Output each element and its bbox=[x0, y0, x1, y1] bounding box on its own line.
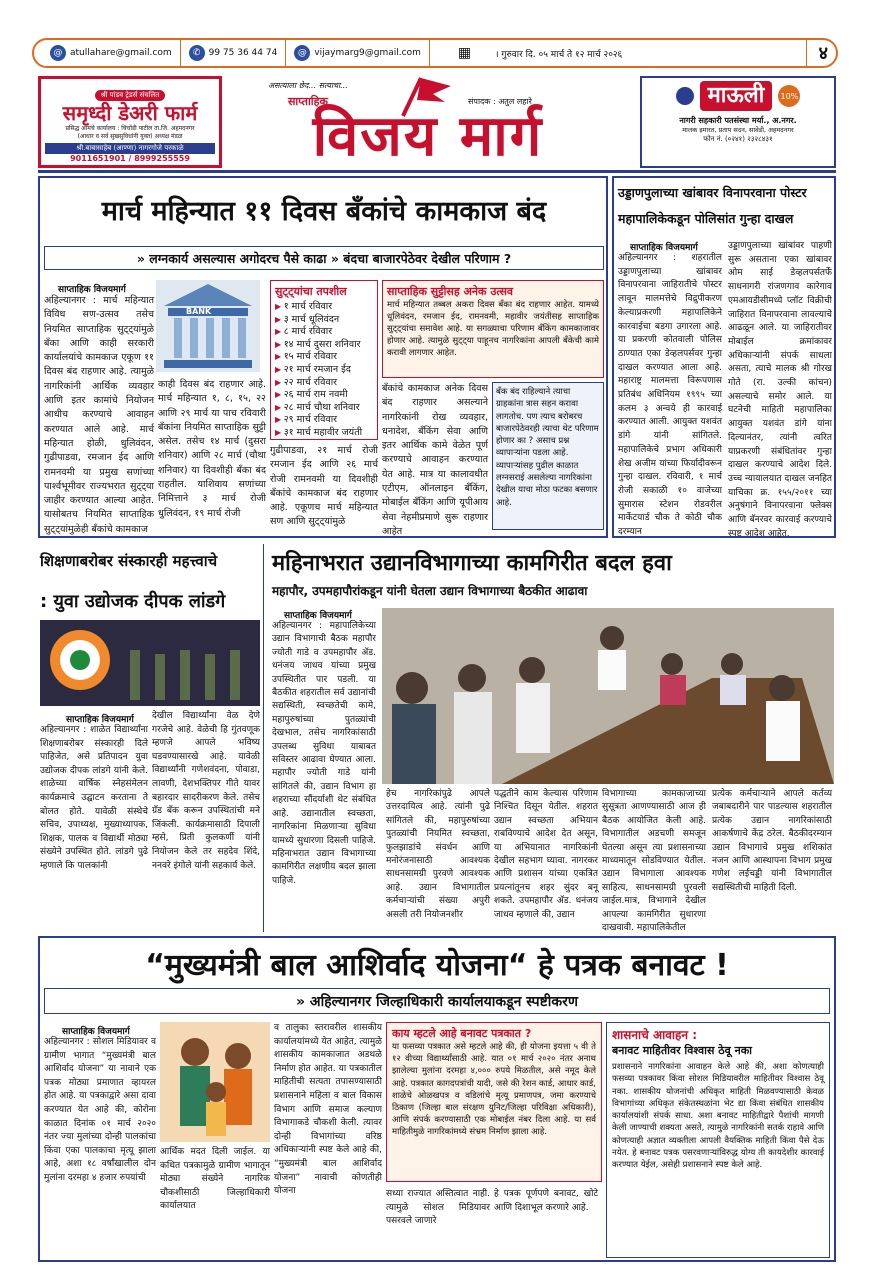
garden-subhead: महापौर, उपमहापौरांकडून यांनी घेतला उद्यान विभागाच्या बैठकीत आढावा bbox=[272, 584, 588, 598]
mauli-address: मालक इमारत, प्रताप सदन, सावेडी, अहमदनगर bbox=[682, 126, 794, 134]
email2-cell bbox=[286, 40, 430, 66]
scheme-col1: अहिल्यानगर : सोशल मिडियावर व ग्रामीण भागात “मुख्यमंत्री बाल आशिर्वाद योजना” या नावाने एक पत्रक मोठ्या प्रमाणात व्हायरल होत आहे. या पत्रकाद्वारे असा दावा करण्यात येत आहे की, कोरोना काळात दिनांक ०१ मार्च २०२० नंतर ज्या मुलांच्या दोन्ही पालकांचा किंवा एका पालकाचा मृत्यू झाला आहे, अशा १८ वर्षांखालील दोन मुलांना दरमहा ४ हजार रुपयांची bbox=[44, 1037, 156, 1183]
top-info-bar bbox=[32, 38, 838, 68]
date-cell bbox=[450, 40, 630, 66]
mauli-ad bbox=[640, 76, 836, 168]
scheme-subhead: » अहिल्यानगर जिल्हाधिकारी कार्यालयाकडून स्पष्टीकरण bbox=[44, 988, 830, 1014]
appeal-subtitle: बनावट माहितीवर विश्वास ठेवू नका bbox=[612, 1044, 753, 1057]
lead-col1: अहिल्यानगर : मार्च महिन्यात विविध सण-उत्सव तसेच नियमित साप्ताहिक सुट्ट्यांमुळे बँका आणि काही सरकारी कार्यालयांचे कामकाज एकूण ११ दिवस बंद राहणार आहे. त्यामुळे नागरिकांनी आर्थिक व्यवहार आणि इतर कामांचे नियोजन आधीच करण्याचे आवाहन करण्यात आले आहे. मार्च महिन्यात होळी, धुलिवंदन, गुढीपाडवा, रमजान ईद आणि रामनवमी या प्रमुख सणांच्या पार्श्वभूमीवर राज्यभरात सुट्ट्या जाहीर करण्यात आल्या आहेत. यासोबतच नियमित साप्ताहिक सुट्ट्यांमुळेही बँकांचे कामकाज bbox=[44, 295, 154, 535]
holiday-item: ▶ ८ मार्च रविवार bbox=[275, 326, 373, 339]
masthead-rule bbox=[38, 170, 836, 173]
youth-headline2: : युवा उद्योजक दीपक लांडगे bbox=[40, 591, 226, 612]
garden-col1-cont bbox=[272, 784, 380, 930]
page-number: ४ bbox=[806, 40, 828, 66]
web-icon: @ bbox=[50, 45, 66, 61]
mauli-logo-icon bbox=[676, 87, 694, 105]
scheme-byline: साप्ताहिक विजयमार्ग bbox=[62, 1027, 130, 1037]
family-icon bbox=[160, 1022, 270, 1142]
garden-byline: साप्ताहिक विजयमार्ग bbox=[284, 611, 352, 621]
phone-cell bbox=[181, 40, 287, 66]
youth-event-photo bbox=[40, 620, 260, 706]
bank-icon bbox=[156, 280, 260, 372]
editor-name: संपादक : अतुल लहारे bbox=[468, 97, 532, 106]
garden-col4: विभागाच्या कामकाजाच्या सुसूत्रता आणण्यासाठी आज ही बैठक आयोजित केली आहे. विभागातील अडचणी समजून घेतल्या असून त्या प्रशासनाच्या माध्यमातून सोडविण्यात येतील. उद्यान विभागाला आवश्यक साहित्य, साधनसामग्री पुरवली जाईल.मात्र, विभागाने देखील आपल्या कामगिरीत सुधारणा दाखवावी. महापालिकेतील bbox=[602, 789, 706, 934]
masthead-kicker: असत्याला छेद... सत्याचा... bbox=[268, 81, 348, 90]
editor-email: atullahare@gmail.com bbox=[70, 48, 172, 58]
holiday-list-box bbox=[270, 280, 378, 440]
ad-line2: (आधार व सर्व सुखसुविधांनी युक्त) अध्यक्ष मंडळ bbox=[77, 133, 183, 140]
ad-title: समृध्दी डेअरी फार्म bbox=[62, 101, 198, 125]
bank-sign: BANK bbox=[186, 307, 212, 316]
holiday-item: ▶ २१ मार्च रमजान ईद bbox=[275, 364, 373, 377]
poster-byline: साप्ताहिक विजयमार्ग bbox=[630, 243, 698, 253]
phone-number: 99 75 36 44 74 bbox=[208, 48, 278, 58]
issue-date: । गुरुवार दि. ०५ मार्च ते १२ मार्च २०२६ bbox=[495, 49, 623, 60]
lead-col3: गुढीपाडवा, २१ मार्च रोजी रमजान ईद आणि २६ मार्च रोजी रामनवमी या दिवशीही बँकांचे कामकाज बंद राहणार आहे. एकूणच मार्च महिन्यात सण आणि सुट्ट्यांमुळे bbox=[270, 445, 378, 528]
web-icon-2: @ bbox=[294, 45, 310, 61]
calendar-icon: ▦ bbox=[457, 45, 472, 61]
masthead-weekly: साप्ताहिक bbox=[288, 95, 328, 108]
lead-headline: मार्च महिन्यात ११ दिवस बँकांचे कामकाज बंद bbox=[101, 196, 547, 227]
meeting-photo bbox=[382, 608, 834, 784]
email-cell bbox=[42, 40, 181, 66]
garden-col3: पद्धतीने काम केल्यास परिणाम निश्चित दिसून येतील. शहरात उद्यान स्वच्छता अभियान राबविण्याचे आदेश देत असून, या अभियानात नागरिकांनी देखील सहभाग घ्यावा. नागरकर आणि प्रशासन यांच्या एकत्रित प्रयत्नांतूनच शहर सुंदर बनू शकते. उपमहापौर ॲड. धनंजय जाधव म्हणाले की, उद्यान bbox=[494, 789, 598, 920]
flag-photo-icon bbox=[40, 620, 260, 706]
festival-box bbox=[382, 280, 604, 378]
youth-headline1: शिक्षणाबरोबर संस्कारही महत्त्वाचे bbox=[40, 552, 218, 570]
holiday-item: ▶ १४ मार्च दुसरा शनिवार bbox=[275, 339, 373, 352]
poster-col1: अहिल्यानगर : शहरातील उड्डाणपुलाच्या खांबावर विनापरवाना जाहिरातीचे पोस्टर लावून मालमत्तेचे विद्रुपीकरण केल्याप्रकरणी महापालिकेने कारवाईचा बडगा उगारला आहे. या प्रकरणी कोतवाली पोलिस ठाण्यात एका डेव्हलपर्सवर गुन्हा दाखल करण्यात आला आहे. महाराष्ट्र मालमत्ता विरूपणास प्रतिबंध अधिनियम १९९५ च्या कलम ३ अन्वये ही कारवाई करण्यात आली. आयुक्त यशवंत डांगे यांनी सांगितले. महापालिकेचे प्रभाग अधिकारी शेख अजीम यांच्या फिर्यादीवरून गुन्हा दाखल. रविवारी, १ मार्च रोजी सकाळी १० वाजेच्या सुमारास स्टेशन रोडवरील मार्केटयार्ड चौक ते कोठी चौक दरम्यान bbox=[618, 253, 722, 538]
family-illustration bbox=[160, 1022, 270, 1142]
ad-tagline: श्री पांडव ट्रेडर्स संचलित bbox=[95, 90, 166, 101]
lead-col4: बँकांचे कामकाज अनेक दिवस बंद राहणार असल्याने नागरिकांनी रोख व्यवहार, धनादेश, बँकिंग सेवा आणि इतर आर्थिक कामे वेळेत पूर्ण करण्याचे आवाहन करण्यात येत आहे. मात्र या कालावधीत एटीएम, ऑनलाइन बँकिंग, मोबाईल बँकिंग आणि यूपीआय सेवा नेहमीप्रमाणे सुरू राहणार आहेत bbox=[382, 383, 488, 537]
holiday-item: ▶ १५ मार्च रविवार bbox=[275, 351, 373, 364]
interest-badge: 10% bbox=[778, 85, 800, 107]
festival-text: मार्च महिन्यात तब्बल अकरा दिवस बँका बंद राहणार आहेत. यामध्ये धूलिवंदन, रमजान ईद, रामनवमी, महावीर जयंतीसह साप्ताहिक सुट्ट्यांचा समावेश आहे. या सगळ्याचा परिणाम बँकिंग कामकाजावर होणार आहे. त्यामुळे सुट्ट्या पाहूनच नागरिकांना आपली बँकेची कामे करावी लागणार आहेत. bbox=[387, 300, 599, 358]
scheme-headline: “मुख्यमंत्री बाल आशिर्वाद योजना“ हे पत्रक बनावट ! bbox=[145, 948, 729, 983]
masthead-title: विजय मार्ग bbox=[312, 104, 544, 169]
poster-col2: उड्डाणपुलाच्या खांबांवर पाहणी सुरू असताना एका खांबावर ओम साई डेव्हलपर्सतर्फे साधनागरी रांजणगाव कारेगाव एमआयडीसीमध्ये प्लॉट विक्रीची जाहिरात विनापरवाना लावल्याचे आढळून आले. या जाहिरातीवर मोबाईल क्रमांकावर अधिकाऱ्यांनी संपर्क साधला असता, त्याचे मालक श्री गोरख गोते (रा. उल्की कांचन) असल्याचे समोर आले. या घटनेची माहिती महापालिका आयुक्त यशवंत डांगे यांना दिल्यानंतर, त्यांनी त्वरित याप्रकरणी संबंधितांवर गुन्हा दाखल करण्याचे आदेश दिले. उच्च न्यायालयात दाखल जनहित याचिका क्र. १५५/२०११ च्या अनुषंगाने विनापरवाना फ्लेक्स आणि बॅनरवर कारवाई करण्याचे स्पष्ट आदेश आहेत. bbox=[728, 241, 832, 539]
poster-headline2: महापालिकेकडून पोलिसांत गुन्हा दाखल bbox=[618, 211, 794, 226]
lead-col2: काही दिवस बंद राहणार आहे. मार्च महिन्यात १, ८, १५, २२ आणि २९ मार्च या पाच रविवारी बँकांना नियमित साप्ताहिक सुट्टी असेल. तसेच १४ मार्च (दुसरा शनिवार) आणि २८ मार्च (चौथा शनिवार) या दिवशीही बँका बंद राहतील. याशिवाय सणांच्या निमित्ताने ३ मार्च रोजी धुलिवंदन, १९ मार्च रोजी bbox=[158, 379, 266, 519]
poster-headline1: उड्डाणपुलाच्या खांबावर विनापरवाना पोस्टर bbox=[618, 185, 807, 200]
appeal-title: शासनाचे आवाहन : bbox=[612, 1028, 697, 1042]
masthead bbox=[228, 78, 628, 168]
garden-col5: प्रत्येक कर्मचाऱ्याने आपले कर्तव्य जबाबदारीने पार पाडल्यास शहरातील प्रत्येक उद्यान नागरिकांसाठी आकर्षणाचे केंद्र ठरेल. बैठकीदरम्यान उद्यान विभागाचे प्रमुख शशिकांत नजन आणि आस्थापना विभाग प्रमुख गणेश लईचड्डी यांनी विभागातील सद्यस्थितीची माहिती दिली. bbox=[712, 789, 832, 893]
lead-byline: साप्ताहिक विजयमार्ग bbox=[58, 285, 126, 295]
bank-illustration bbox=[156, 280, 260, 372]
holiday-item: ▶ ३१ मार्च महावीर जयंती bbox=[275, 427, 373, 440]
mauli-title: माऊली bbox=[700, 81, 773, 111]
holiday-item: ▶ २२ मार्च रविवार bbox=[275, 377, 373, 390]
fake-claim-box bbox=[386, 1022, 602, 1182]
lead-subhead: » लग्नकार्य असल्यास अगोदरच पैसे काढा » बंदचा बाजारपेठेवर देखील परिणाम ? bbox=[44, 246, 604, 270]
fake-claim-text: या फसव्या पत्रकात असे म्हटले आहे की, ही योजना इयत्ता ५ वी ते १२ वीच्या विद्यार्थ्यांसाठी आहे. यात ०१ मार्च २०२० नंतर अनाथ झालेल्या मुलांना दरमहा ४,००० रुपये मिळतील, असे नमूद केले आहे. पत्रकात कागदपत्रांची यादी, जसे की रेशन कार्ड, आधार कार्ड, शाळेचे ओळखपत्र व वडिलांचे मृत्यू प्रमाणपत्र, जमा करण्याचे ठिकाण (जिल्हा बाल संरक्षण युनिट/जिल्हा परिविक्षा अधिकारी), आणि संपर्क करण्यासाठी एक मोबाईल नंबर दिला आहे. या सर्व माहितीमुळे नागरिकांमध्ये संभ्रम निर्माण झाला आहे. bbox=[392, 1042, 596, 1138]
youth-col2: देखील विद्यार्थ्यांना वेळ देणे गरजेचे आहे. वेळेची हि गुंतवणूक म्हणजे आपले भविष्य घडवण्यासारखे आहे. यावेळी विद्यार्थ्यांनी गणेशवंदना, पोवाडा, लावणी, देशभक्तिपर गीते यावर बहारदार सादरीकरण केले. तसेच ग्रँड बँक करून उपस्थितांची मने जिंकली. कार्यक्रमासाठी दिपाली म्हसे, प्रिती कुलकर्णी यांनी नियोजन केले तर सहदेव शिंदे, ननवरे इंगोले यांनी सहकार्य केले. bbox=[152, 711, 260, 871]
scheme-col4: हे पत्रक पूर्णपणे बनावट, खोटे आणि दिशाभूल करणारे आहे. bbox=[494, 1189, 598, 1213]
youth-byline: साप्ताहिक विजयमार्ग bbox=[66, 715, 134, 725]
holiday-item: ▶ ३ मार्च धूलिवंदन bbox=[275, 314, 373, 327]
holiday-item: ▶ २९ मार्च रविवार bbox=[275, 414, 373, 427]
fake-claim-title: काय म्हटले आहे बनावट पत्रकात ? bbox=[392, 1027, 532, 1040]
mauli-line1: नागरी सहकारी पतसंस्था मर्या., अ.नगर. bbox=[679, 116, 797, 125]
holiday-item: ▶ १ मार्च रविवार bbox=[275, 301, 373, 314]
dairy-ad bbox=[38, 76, 222, 168]
garden-headline: महिनाभरात उद्यानविभागाच्या कामगिरीत बदल हवा bbox=[272, 551, 672, 576]
paper-email: vijaymarg9@gmail.com bbox=[314, 48, 421, 58]
scheme-col3: सध्या राज्यात अस्तित्वात नाही. त्यामुळे सोशल मिडियावर पसरवले जाणारे bbox=[386, 1189, 490, 1227]
government-appeal-box bbox=[606, 1022, 830, 1258]
ad-address: प्रसिद्ध आमचे कार्यालय : चिचोंडी पाटील ता.जि. अहमदनगर bbox=[65, 125, 195, 132]
garden-col2: हेच नागरिकांपुढे आपले उत्तरदायित्व आहे. त्यांनी पुढे सांगितले की, महापुरुषांच्या पुतळ्यांची नियमित स्वच्छता, फुलझाडांचे संवर्धन आणि मनोरंजनासाठी आवश्यक साधनसामग्री पुरवणे आवश्यक आहे. उद्यान विभागातील कर्मचाऱ्यांची संख्या अपुरी असली तरी नियोजनशीर bbox=[386, 789, 490, 920]
phone-icon: ✆ bbox=[189, 45, 205, 61]
ad-owner: श्री.बाबासाहेब (आण्णा) नागरगोजे परकाळे bbox=[45, 143, 215, 154]
appeal-text: प्रशासनाने नागरिकांना आवाहन केले आहे की, अशा कोणत्याही फसव्या पत्रकावर किंवा सोशल मिडियावरील माहितीवर विश्वास ठेवू नका. शासकीय योजनांची अधिकृत माहिती मिळवण्यासाठी केवळ विभागांच्या अधिकृत संकेतस्थळांना भेट द्या किंवा संबंधित शासकीय कार्यालयांशी संपर्क साधा. अशा बनावट माहितीद्वारे पैशांची मागणी केली जाण्याची शक्यता असते, त्यामुळे नागरिकांनी सतर्क राहावे आणि कोणत्याही अज्ञात व्यक्तीला आपली वैयक्तिक माहिती किंवा पैसे देऊ नयेत. हे बनावट पत्रक पसरवणाऱ्यांविरुद्ध योग्य ती कायदेशीर कारवाई करण्यात येईल, असेही प्रशासनाने स्पष्ट केले आहे. bbox=[612, 1062, 824, 1171]
festival-title: साप्ताहिक सुट्टीसह अनेक उत्सव bbox=[387, 285, 514, 298]
holiday-list bbox=[275, 301, 373, 440]
scheme-col2: व तालुका स्तरावरील शासकीय कार्यालयांमध्ये येत आहेत, त्यामुळे शासकीय कामकाजात अडथळे निर्माण होत आहेत. या पत्रकातील माहितीची सत्यता तपासण्यासाठी प्रशासनाने महिला व बाल विकास विभाग आणि समाज कल्याण विभागाकडे चौकशी केली. त्यावर दोन्ही विभागांच्या वरिष्ठ अधिकाऱ्यांनी स्पष्ट केले आहे की, “मुख्यमंत्री बाल आशिर्वाद योजना” नावाची कोणतीही योजना bbox=[274, 1023, 382, 1197]
garden-col1: अहिल्यानगर : महापालिकेच्या उद्यान विभागाची बैठक महापौर ज्योती गाडे व उपमहापौर ॲड. धनंजय जाधव यांच्या प्रमुख उपस्थितीत पार पडली. या बैठकीत शहरातील सर्व उद्यानांची सद्यस्थिती, स्वच्छतेची कामे, महापुरुषांच्या पुतळ्यांची देखभाल, तसेच नागरिकांसाठी उपलब्ध सुविधा याबाबत सविस्तर आढावा घेण्यात आला. महापौर ज्योती गाडे यांनी सांगितले की, उद्यान विभाग हा शहराच्या सौंदर्याशी थेट संबंधित आहे. उद्यानातील स्वच्छता, नागरिकांना मिळणाऱ्या सुविधा यामध्ये सुधारणा दिसली पाहिजे. महिनाभरात उद्यान विभागाच्या कामगिरीत लक्षणीय बदल झाला पाहिजे. bbox=[272, 621, 376, 886]
holiday-item: ▶ २६ मार्च राम नवमी bbox=[275, 389, 373, 402]
youth-col1: अहिल्यानगर : शाळेत विद्यार्थ्यांना शिक्षणाबरोबर संस्कारही दिले पाहिजेत, असे प्रतिपादन युवा उद्योजक दीपक लांडगे यांनी केले. शाळेच्या वार्षिक स्नेहसंमेलन कार्यक्रमाचे उद्घाटन करताना ते बोलत होते. यावेळी संस्थेचे सचिव, उपाध्यक्ष, मुख्याध्यापक, शिक्षक, पालक व विद्यार्थी मोठ्या संख्येने उपस्थित होते. लांडगे पुढे म्हणाले कि पालकांनी bbox=[40, 725, 148, 871]
ad-phone: 9011651901 / 8999255559 bbox=[70, 154, 190, 163]
meeting-photo-icon bbox=[382, 608, 834, 784]
market-impact-box: बँक बंद राहिल्याने त्याचा ग्राहकांना त्रास सहन करावा लागतोच. पण त्याच बरोबरच बाजारपेठेवरही त्याचा थेट परिणाम होणार का ? असाच प्रश्न व्यापाऱ्यांना पडला आहे. व्यापाऱ्यांसह पुढील काळात लग्नसराई असलेल्या नागरिकांना देखील याचा मोठा फटका बसणार आहे. bbox=[492, 382, 604, 530]
holiday-item: ▶ २८ मार्च चौथा शनिवार bbox=[275, 402, 373, 415]
holiday-list-title: सुट्ट्यांचा तपशील bbox=[275, 285, 347, 298]
mauli-phone: फोन नं. (०२४१) २३२८४३१ bbox=[703, 135, 773, 143]
scheme-photo-caption: आर्थिक मदत दिली जाईल. या कथित पत्रकामुळे ग्रामीण भागातून मोठ्या संख्येने नागरिक चौकशीसाठी जिल्हाधिकारी कार्यालयात bbox=[160, 1147, 270, 1212]
